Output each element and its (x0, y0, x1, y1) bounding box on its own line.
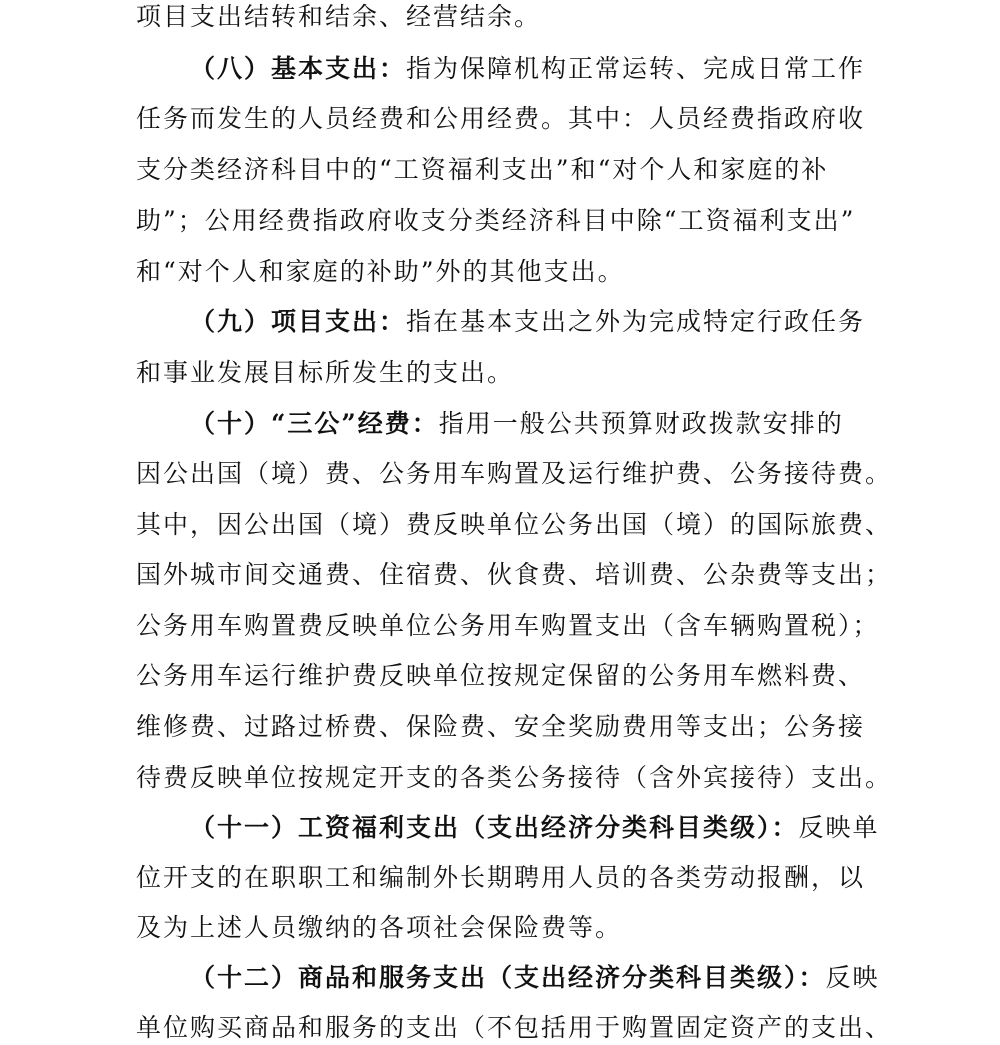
text-line-with-heading (190, 305, 865, 339)
text-line: 待费反映单位按规定开支的各类公务接待（含外宾接待）支出。 (136, 763, 893, 792)
text-line: 公务用车购置费反映单位公务用车购置支出（含车辆购置税）； (136, 611, 880, 640)
section-heading: （十）“三公”经费： (190, 409, 439, 438)
text-line-with-heading (190, 407, 844, 441)
text-line-with-heading (190, 811, 880, 845)
text-line: 位开支的在职职工和编制外长期聘用人员的各类劳动报酬，以 (136, 863, 866, 892)
text-span: 指为保障机构正常运转、完成日常工作 (406, 54, 866, 83)
section-heading: （十二）商品和服务支出（支出经济分类科目类级）： (190, 963, 826, 992)
text-line: 维修费、过路过桥费、保险费、安全奖励费用等支出；公务接 (136, 712, 866, 741)
text-line: 项目支出结转和结余、经营结余。 (136, 2, 542, 31)
section-heading: （八）基本支出： (190, 54, 407, 83)
section-heading: （九）项目支出： (190, 307, 407, 336)
text-span: 指用一般公共预算财政拨款安排的 (438, 409, 844, 438)
text-line: 国外城市间交通费、住宿费、伙食费、培训费、公杂费等支出； (136, 560, 893, 589)
text-line: 和“对个人和家庭的补助”外的其他支出。 (136, 257, 625, 286)
text-line-with-heading (190, 52, 865, 86)
text-line: 助”；公用经费指政府收支分类经济科目中除“工资福利支出” (136, 206, 856, 235)
text-span: 反映 (825, 963, 880, 992)
text-line: 和事业发展目标所发生的支出。 (136, 358, 515, 387)
text-line: 单位购买商品和服务的支出（不包括用于购置固定资产的支出、 (136, 1013, 893, 1042)
text-line: 及为上述人员缴纳的各项社会保险费等。 (136, 913, 623, 942)
section-heading: （十一）工资福利支出（支出经济分类科目类级）： (190, 813, 799, 842)
text-span: 指在基本支出之外为完成特定行政任务 (406, 307, 866, 336)
text-span: 反映单 (798, 813, 880, 842)
text-line: 支分类经济科目中的“工资福利支出”和“对个人和家庭的补 (136, 155, 829, 184)
text-line: 因公出国（境）费、公务用车购置及运行维护费、公务接待费。 (136, 459, 893, 488)
text-line: 任务而发生的人员经费和公用经费。其中：人员经费指政府收 (136, 104, 866, 133)
text-line-with-heading (190, 961, 880, 995)
text-line: 公务用车运行维护费反映单位按规定保留的公务用车燃料费、 (136, 661, 866, 690)
text-line: 其中，因公出国（境）费反映单位公务出国（境）的国际旅费、 (136, 510, 893, 539)
